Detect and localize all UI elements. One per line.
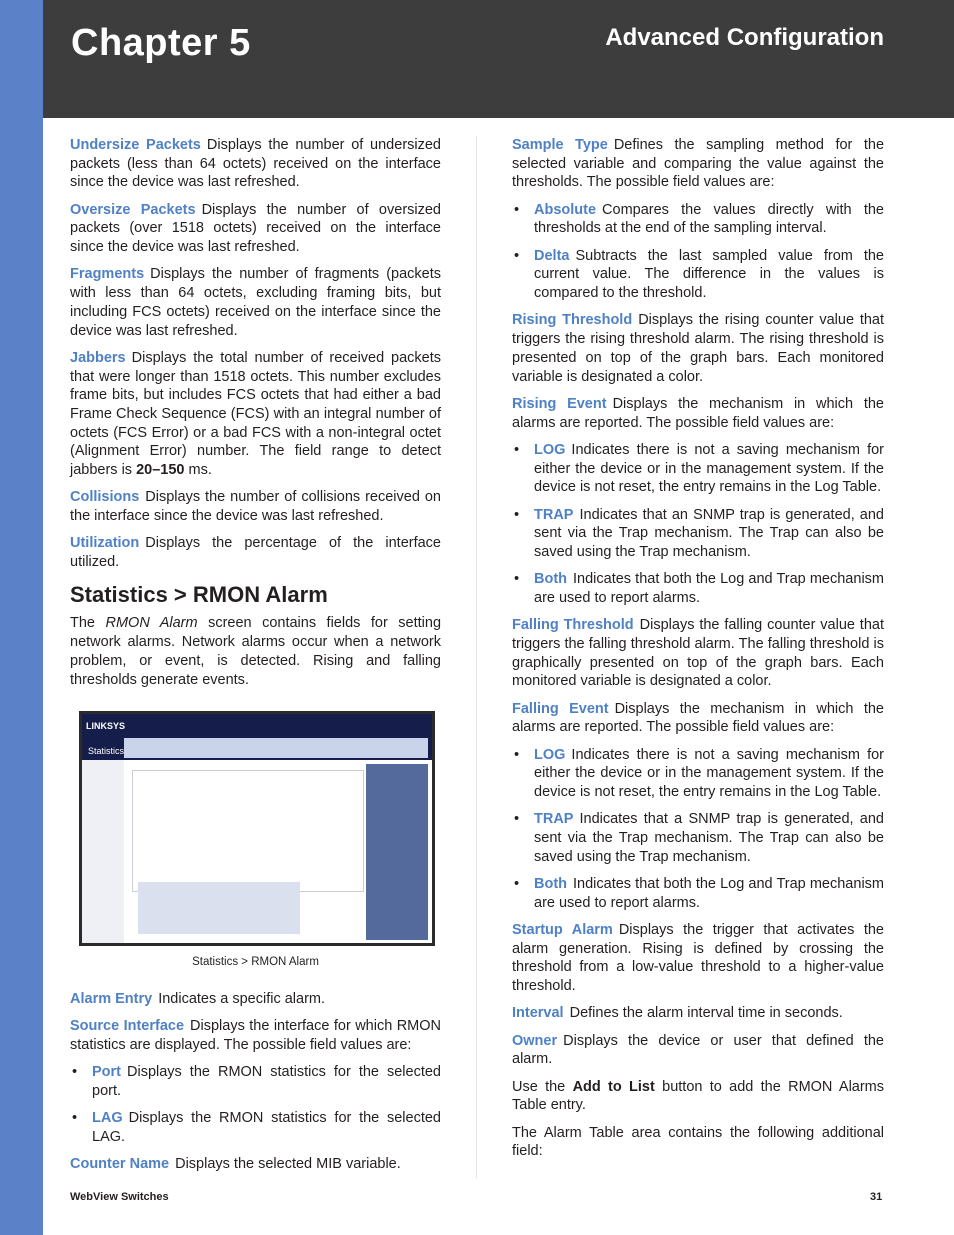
term-undersize: Undersize Packets [70, 137, 201, 153]
falling-event-list [512, 746, 884, 913]
term-collisions: Collisions [70, 489, 140, 506]
term-both: Both [534, 876, 568, 893]
falling-threshold-para: Falling Threshold Displays the falling counter value that triggers the falling threshold alarm. The falling threshold is graphically presented on top of the graph bars. Each monitored variable is designated a color. [512, 617, 884, 690]
sample-type-list [512, 201, 884, 303]
section-title: Advanced Configuration [605, 24, 884, 51]
list-item: • LOG Indicates there is not a saving mechanism for either the device or in the management system. If the device is not reset, the entry remains in the Log Table. [512, 746, 884, 802]
left-column [70, 136, 441, 1183]
term-oversize: Oversize Packets [70, 201, 196, 218]
source-interface-list [70, 1063, 441, 1146]
fragments-para: Fragments Displays the number of fragments (packets with less than 64 octets, excluding framing bits, but including FCS octets) received on the interface since the device was last refreshed. [70, 266, 441, 339]
list-item: • Absolute Compares the values directly with the thresholds at the end of the sampling interval. [512, 201, 884, 238]
list-item: • LAG Displays the RMON statistics for the selected LAG. [70, 1109, 441, 1146]
page-header [43, 0, 954, 118]
term-both: Both [534, 571, 568, 588]
term-lag: LAG [92, 1110, 123, 1127]
term-counter-name: Counter Name [70, 1156, 170, 1173]
term-owner: Owner [512, 1032, 558, 1049]
term-source-interface: Source Interface [70, 1018, 185, 1035]
list-item: • Port Displays the RMON statistics for the selected port. [70, 1063, 441, 1100]
term-rising-threshold: Rising Threshold [512, 312, 633, 329]
page-number: 31 [870, 1191, 883, 1203]
rmon-alarm-screenshot [79, 711, 435, 946]
screenshot-sidebar [82, 760, 124, 943]
term-falling-event: Falling Event [512, 700, 609, 717]
side-color-strip [0, 0, 43, 1235]
term-jabbers: Jabbers [70, 349, 126, 366]
chapter-title: Chapter 5 [71, 22, 251, 64]
screenshot-nav-bar [124, 738, 428, 758]
undersize-para: Undersize Packets Displays the number of undersized packets (less than 64 octets) received on the interface since the device was last refreshed. [70, 137, 441, 191]
rising-threshold-para: Rising Threshold Displays the rising counter value that triggers the rising threshold alarm. The rising threshold is presented on top of the graph bars. Each monitored variable is designated a color. [512, 312, 885, 385]
list-item: • LOG Indicates there is not a saving mechanism for either the device or in the management system. If the device is not reset, the entry remains in the Log Table. [512, 441, 884, 497]
screenshot-help-panel [366, 764, 428, 940]
interval-para: Interval Defines the alarm interval time in seconds. [512, 1005, 843, 1022]
list-item: • Delta Subtracts the last sampled value from the current value. The difference in the values is compared to the threshold. [512, 247, 884, 303]
term-log: LOG [534, 746, 566, 763]
alarm-entry-para: Alarm Entry Indicates a specific alarm. [70, 990, 326, 1007]
falling-event-para: Falling Event Displays the mechanism in which the alarms are reported. The possible field values are: [512, 700, 884, 736]
term-sample-type: Sample Type [512, 137, 608, 153]
sample-type-para: Sample Type Defines the sampling method for the selected variable and comparing the value against the thresholds. The possible field values are: [512, 137, 885, 191]
term-delta: Delta [534, 247, 570, 264]
list-item: • Both Indicates that both the Log and Trap mechanism are used to report alarms. [512, 875, 884, 912]
rising-event-list [512, 441, 884, 608]
term-trap: TRAP [534, 811, 574, 828]
add-to-list-para: Use the Add to List button to add the RMON Alarms Table entry. [512, 1078, 885, 1114]
term-startup-alarm: Startup Alarm [512, 922, 613, 939]
linksys-logo: LINKSYS [86, 721, 126, 732]
counter-name-para: Counter Name Displays the selected MIB variable. [70, 1156, 401, 1173]
term-utilization: Utilization [70, 535, 140, 552]
list-item: • TRAP Indicates that a SNMP trap is generated, and sent via the Trap mechanism. The Trap can also be saved using the Trap mechanism. [512, 810, 884, 866]
term-absolute: Absolute [534, 201, 597, 218]
oversize-para: Oversize Packets Displays the number of oversized packets (over 1518 octets) received on the interface since the device was last refreshed. [70, 201, 441, 256]
term-interval: Interval [512, 1005, 564, 1022]
screenshot-header [82, 714, 432, 760]
collisions-para: Collisions Displays the number of collisions received on the interface since the device was last refreshed. [70, 489, 441, 525]
screenshot-alarm-table [138, 882, 300, 934]
startup-alarm-para: Startup Alarm Displays the trigger that activates the alarm generation. Rising is defined by crossing the threshold from a low-value threshold to a higher-value threshold. [512, 922, 884, 995]
list-item: • TRAP Indicates that an SNMP trap is generated, and sent via the Trap mechanism. The Trap can also be saved using the Trap mechanism. [512, 506, 884, 562]
footer-product: WebView Switches [70, 1191, 169, 1203]
jabbers-para: Jabbers Displays the total number of received packets that were longer than 1518 octets. This number excludes frame bits, but includes FCS octets that had either a bad Frame Check Sequence (FCS) with an integral number of octets (FCS Error) or a bad FCS with a non-integral octet (Alignment Error) number. The field range to detect jabbers is 20–150 ms. [70, 349, 441, 479]
term-trap: TRAP [534, 506, 574, 523]
figure-caption: Statistics > RMON Alarm [192, 956, 319, 969]
term-port: Port [92, 1064, 121, 1081]
column-divider [476, 136, 477, 1178]
section-heading: Statistics > RMON Alarm [70, 581, 328, 607]
term-log: LOG [534, 441, 566, 458]
intro-para: The RMON Alarm screen contains fields for setting network alarms. Network alarms occur when a network problem, or event, is detected. Rising and falling thresholds generate events. [70, 615, 442, 688]
term-rising-event: Rising Event [512, 395, 607, 412]
utilization-para: Utilization Displays the percentage of the interface utilized. [70, 535, 441, 571]
rising-event-para: Rising Event Displays the mechanism in which the alarms are reported. The possible field values are: [512, 395, 884, 431]
list-item: • Both Indicates that both the Log and Trap mechanism are used to report alarms. [512, 570, 884, 607]
screenshot-form [132, 770, 364, 892]
right-column [512, 136, 884, 1170]
alarm-table-para: The Alarm Table area contains the following additional field: [512, 1124, 884, 1160]
source-interface-para: Source Interface Displays the interface for which RMON statistics are displayed. The possible field values are: [70, 1018, 441, 1053]
term-falling-threshold: Falling Threshold [512, 617, 634, 634]
term-alarm-entry: Alarm Entry [70, 990, 153, 1007]
screenshot-section-label: Statistics [88, 746, 125, 757]
term-fragments: Fragments [70, 266, 145, 283]
owner-para: Owner Displays the device or user that defined the alarm. [512, 1032, 884, 1068]
